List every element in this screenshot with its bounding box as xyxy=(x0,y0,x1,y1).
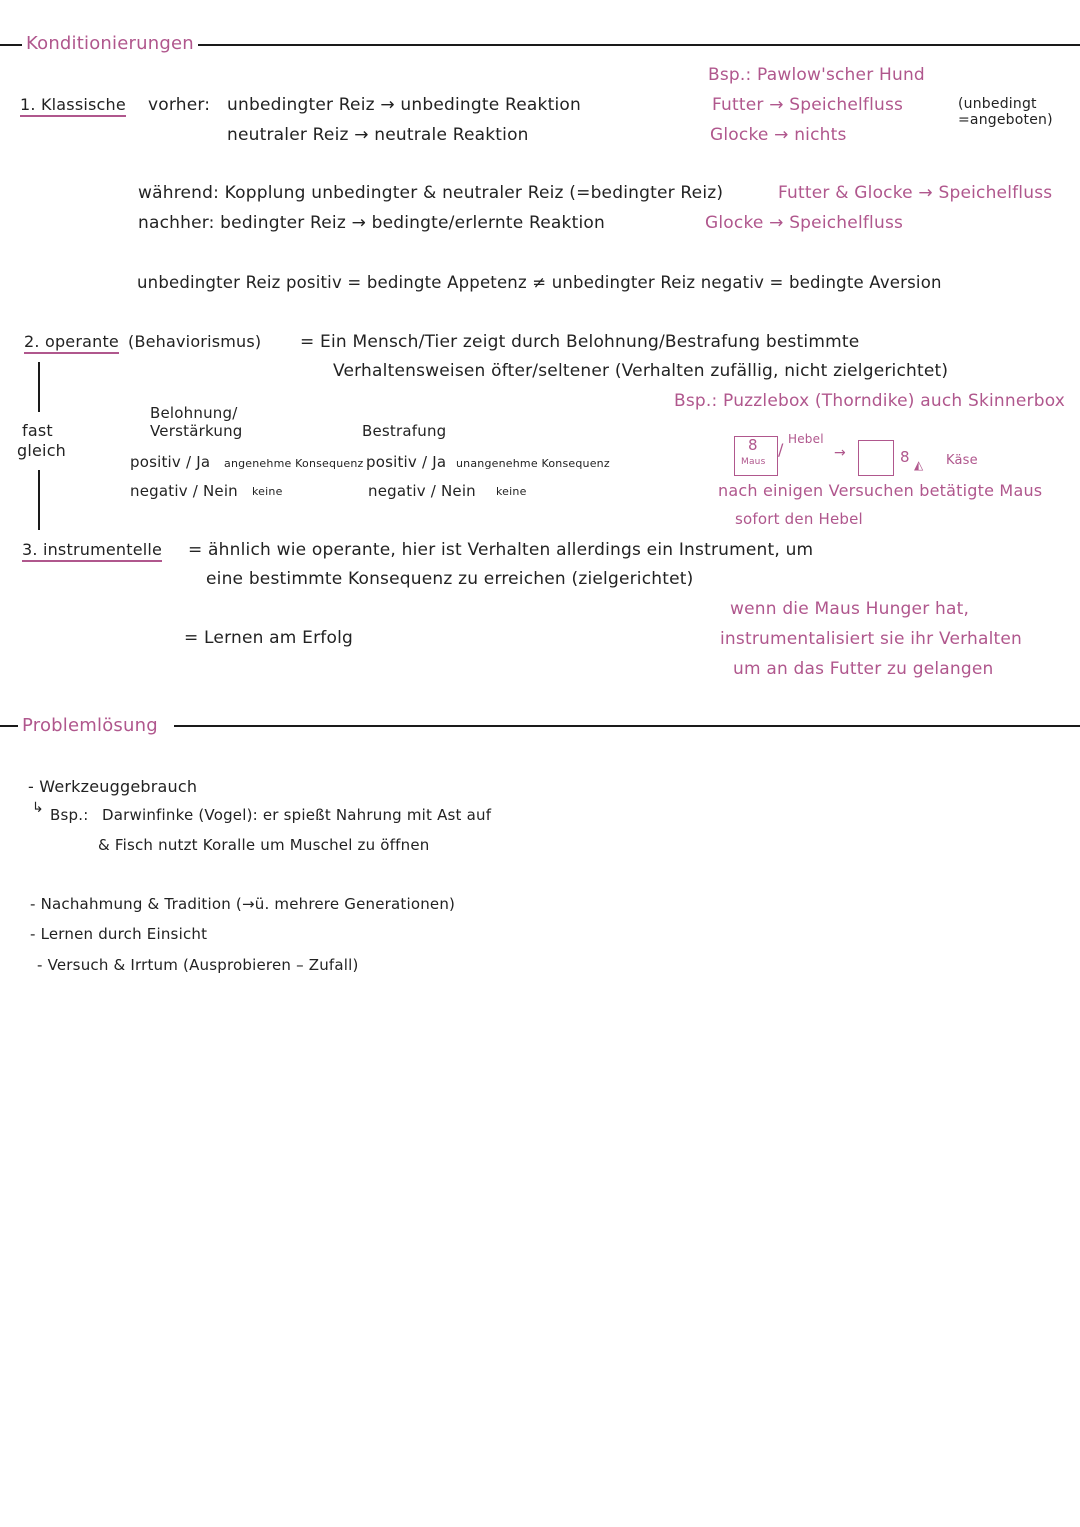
waehrend-line: während: Kopplung unbedingter & neutraler Reiz (=bedingter Reiz) xyxy=(138,183,724,203)
nachher-example: Glocke → Speichelfluss xyxy=(705,213,904,233)
lernen-am-erfolg: = Lernen am Erfolg xyxy=(184,628,353,648)
operante-definition-2: Verhaltensweisen öfter/seltener (Verhalten zufällig, nicht zielgerichtet) xyxy=(333,361,949,381)
belohnung-heading-2: Verstärkung xyxy=(150,422,243,440)
vorher-line-2: neutraler Reiz → neutrale Reaktion xyxy=(227,125,529,145)
diagram-note-1: nach einigen Versuchen betätigte Maus xyxy=(718,481,1043,500)
vorher-line-1: unbedingter Reiz → unbedingte Reaktion xyxy=(227,95,581,115)
section-rule-right xyxy=(198,44,1080,46)
werkzeug-bsp-label: Bsp.: xyxy=(50,806,89,824)
nachahmung-tradition: - Nachahmung & Tradition (→ü. mehrere Generationen) xyxy=(30,895,456,913)
section-rule-left xyxy=(0,44,22,46)
instrumentelle-line-1: = ähnlich wie operante, hier ist Verhalten allerdings ein Instrument, um xyxy=(188,540,814,560)
instrumentelle-label: 3. instrumentelle xyxy=(22,540,162,562)
diagram-note-2: sofort den Hebel xyxy=(735,510,863,528)
bsp-arrow-icon: ↳ xyxy=(32,800,44,816)
instrumentelle-line-2: eine bestimmte Konsequenz zu erreichen (zielgerichtet) xyxy=(206,569,694,589)
diagram-kaese-label: Käse xyxy=(946,453,978,468)
operante-definition-1: = Ein Mensch/Tier zeigt durch Belohnung/Bestrafung bestimmte xyxy=(300,332,860,352)
fast-gleich-2: gleich xyxy=(17,441,67,460)
maus-after-icon: 8 xyxy=(900,448,910,466)
arrow-right-icon: → xyxy=(834,445,846,461)
belohnung-positiv-note: angenehme Konsequenz xyxy=(224,457,364,470)
pawlow-futter: Futter → Speichelfluss xyxy=(712,95,904,115)
instrumentelle-example-1: wenn die Maus Hunger hat, xyxy=(730,599,970,619)
bracket-line-bottom xyxy=(38,470,40,530)
diagram-hebel-label: Hebel xyxy=(788,432,824,446)
bestrafung-positiv: positiv / Ja xyxy=(366,453,447,471)
hebel-lever-icon: / xyxy=(778,440,784,459)
lernen-durch-einsicht: - Lernen durch Einsicht xyxy=(30,925,208,943)
appetenz-aversion-line: unbedingter Reiz positiv = bedingte Appetenz ≠ unbedingter Reiz negativ = bedingte Aversion xyxy=(137,273,942,292)
operante-example: Bsp.: Puzzlebox (Thorndike) auch Skinnerbox xyxy=(674,391,1066,411)
werkzeug-bsp-line-1: Darwinfinke (Vogel): er spießt Nahrung mit Ast auf xyxy=(102,806,492,824)
belohnung-positiv: positiv / Ja xyxy=(130,453,211,471)
belohnung-negativ-note: keine xyxy=(252,485,283,498)
vorher-label: vorher: xyxy=(148,95,211,115)
kaese-box xyxy=(858,440,894,476)
versuch-irrtum: - Versuch & Irrtum (Ausprobieren – Zufall) xyxy=(37,956,359,974)
operante-label: 2. operante xyxy=(24,332,119,354)
operante-paren: (Behaviorismus) xyxy=(128,332,262,351)
bracket-line-top xyxy=(38,362,40,412)
unbedingt-note-2: =angeboten) xyxy=(958,112,1053,128)
pawlow-glocke: Glocke → nichts xyxy=(710,125,847,145)
section-heading-problemloesung: Problemlösung xyxy=(22,715,158,736)
fast-gleich-1: fast xyxy=(22,421,53,440)
section-heading-konditionierungen: Konditionierungen xyxy=(26,33,194,54)
kaese-icon: ◭ xyxy=(914,458,924,472)
diagram-maus-label: Maus xyxy=(741,457,766,467)
bestrafung-negativ: negativ / Nein xyxy=(368,482,476,500)
section-rule-left-2 xyxy=(0,725,18,727)
werkzeug-bsp-line-2: & Fisch nutzt Koralle um Muschel zu öffnen xyxy=(98,836,430,854)
waehrend-example: Futter & Glocke → Speichelfluss xyxy=(778,183,1053,203)
werkzeuggebrauch: - Werkzeuggebrauch xyxy=(28,777,198,796)
section-rule-right-2 xyxy=(174,725,1080,727)
bestrafung-negativ-note: keine xyxy=(496,485,527,498)
belohnung-heading-1: Belohnung/ xyxy=(150,404,238,422)
instrumentelle-example-2: instrumentalisiert sie ihr Verhalten xyxy=(720,629,1023,649)
pawlow-example-title: Bsp.: Pawlow'scher Hund xyxy=(708,65,925,85)
klassische-label: 1. Klassische xyxy=(20,95,126,117)
unbedingt-note-1: (unbedingt xyxy=(958,96,1037,112)
belohnung-negativ: negativ / Nein xyxy=(130,482,238,500)
maus-icon: 8 xyxy=(748,436,758,454)
bestrafung-positiv-note: unangenehme Konsequenz xyxy=(456,457,610,470)
nachher-line: nachher: bedingter Reiz → bedingte/erlernte Reaktion xyxy=(138,213,605,233)
instrumentelle-example-3: um an das Futter zu gelangen xyxy=(733,659,994,679)
bestrafung-heading: Bestrafung xyxy=(362,422,447,440)
